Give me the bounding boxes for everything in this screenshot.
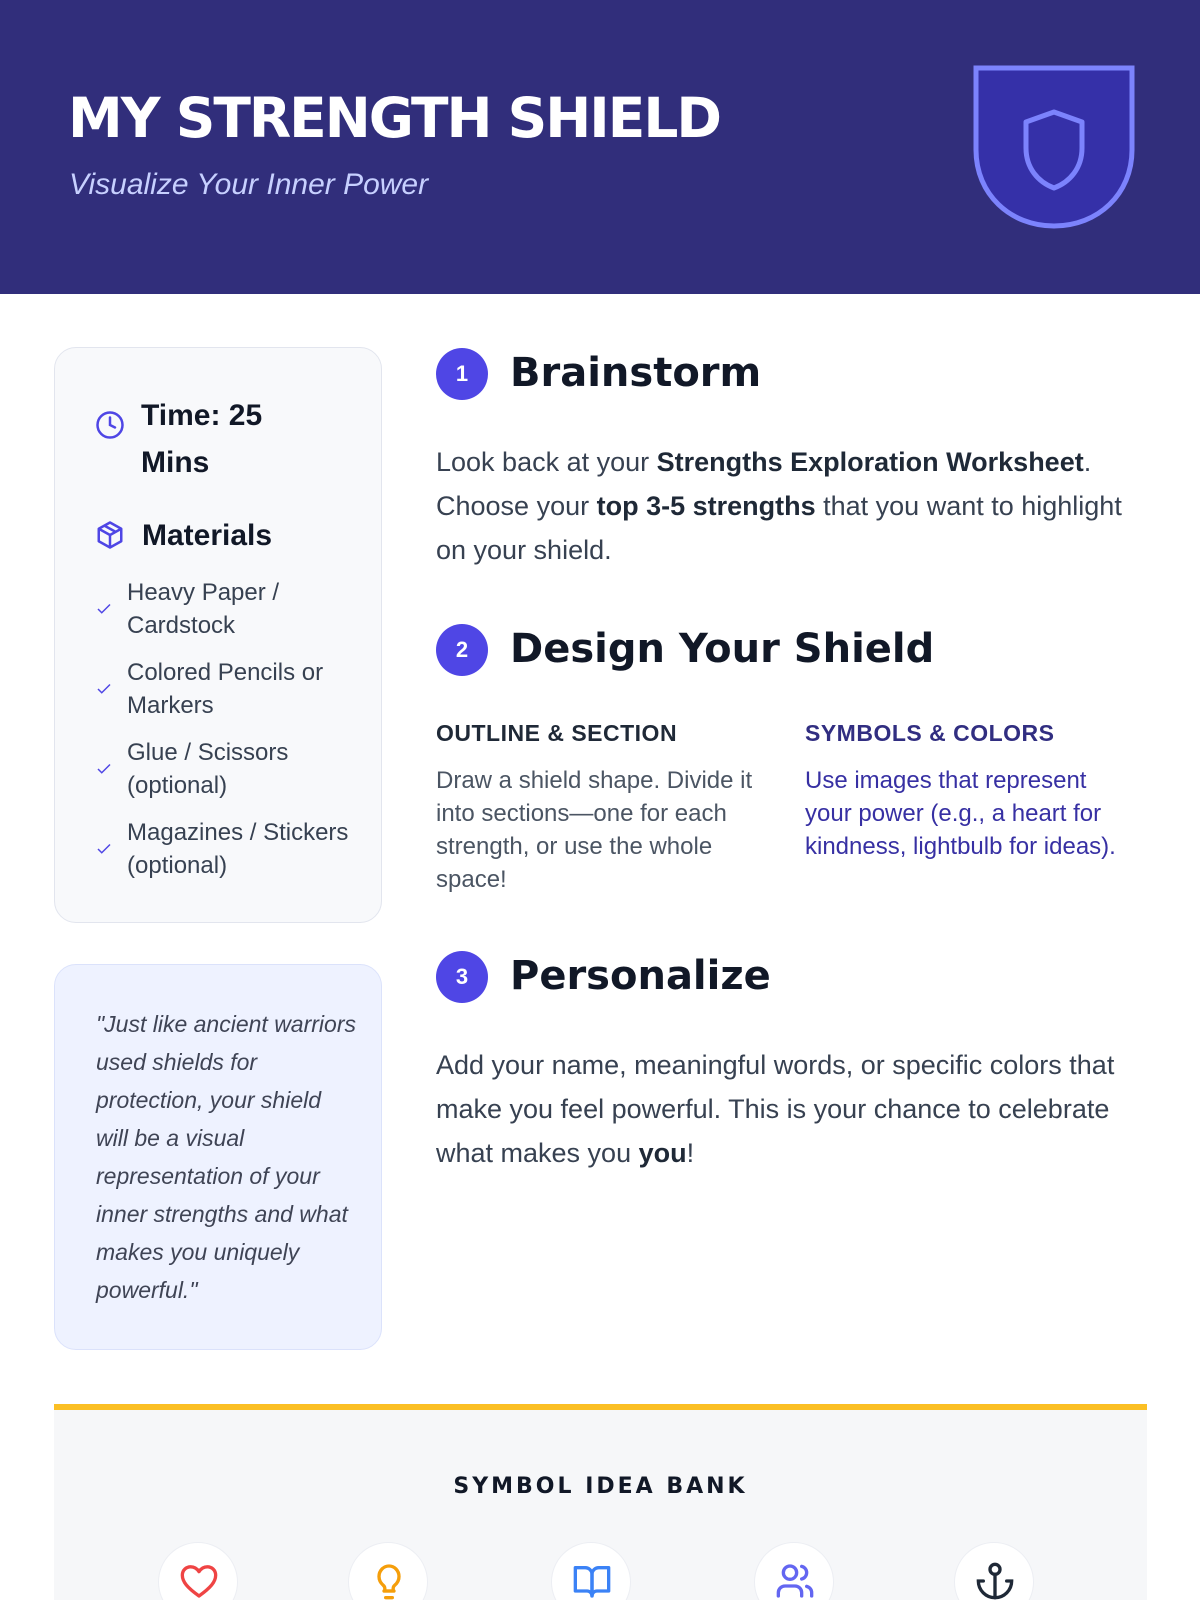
- info-card: [54, 347, 382, 923]
- materials-title: Materials: [142, 519, 273, 552]
- step-title: Design Your Shield: [510, 626, 935, 672]
- symbol-anchor: [954, 1542, 1034, 1600]
- check-icon: [95, 840, 113, 858]
- shield-icon: [972, 64, 1136, 230]
- users-icon: [775, 1561, 815, 1600]
- materials-header: [95, 516, 355, 556]
- step-title: Brainstorm: [510, 350, 762, 396]
- symbol-lightbulb: [348, 1542, 428, 1600]
- symbol-idea-bank: [54, 1404, 1147, 1600]
- column-text: Draw a shield shape. Divide it into sections—one for each strength, or use the whole space!: [436, 767, 753, 893]
- step-description: Add your name, meaningful words, or specific colors that make you feel powerful. This is your chance to celebrate what makes you you!: [436, 1050, 1115, 1168]
- list-item: [95, 736, 365, 816]
- check-icon: [95, 600, 113, 618]
- step-number-badge: 1: [436, 348, 488, 400]
- step-description: Look back at your Strengths Exploration Worksheet. Choose your top 3-5 strengths that you want to highlight on your shield.: [436, 447, 1122, 565]
- list-item: [95, 656, 365, 736]
- quote-card: [54, 964, 382, 1350]
- page-title: MY STRENGTH SHIELD: [68, 86, 721, 150]
- material-label: Heavy Paper / Cardstock: [127, 579, 280, 639]
- page-subtitle: Visualize Your Inner Power: [69, 168, 429, 201]
- symbol-users: [754, 1542, 834, 1600]
- symbol-book: [551, 1542, 631, 1600]
- materials-list: [95, 576, 365, 896]
- check-icon: [95, 760, 113, 778]
- column-heading: SYMBOLS & COLORS: [805, 720, 1055, 746]
- header-banner: [0, 0, 1200, 294]
- column-heading: OUTLINE & SECTION: [436, 720, 678, 746]
- symbols-colors-column: [805, 718, 1135, 863]
- step-number-badge: 2: [436, 624, 488, 676]
- time-label: Time: 25 Mins: [141, 399, 263, 479]
- symbol-heart: [158, 1542, 238, 1600]
- clock-icon: [95, 410, 125, 440]
- list-item: [95, 816, 365, 896]
- material-label: Colored Pencils or Markers: [127, 659, 324, 719]
- list-item: [95, 576, 365, 656]
- heart-icon: [179, 1561, 219, 1600]
- quote-text: "Just like ancient warriors used shields for protection, your shield will be a visual representation of your inner strengths and what makes you uniquely powerful.": [96, 1011, 356, 1303]
- column-text: Use images that represent your power (e.g., a heart for kindness, lightbulb for ideas).: [805, 767, 1116, 860]
- outline-section-column: [436, 718, 766, 896]
- box-icon: [95, 520, 125, 550]
- step-number-badge: 3: [436, 951, 488, 1003]
- check-icon: [95, 680, 113, 698]
- anchor-icon: [975, 1561, 1015, 1600]
- symbol-bank-title: SYMBOL IDEA BANK: [453, 1474, 748, 1499]
- lightbulb-icon: [369, 1561, 409, 1600]
- book-open-icon: [572, 1561, 612, 1600]
- material-label: Magazines / Stickers (optional): [127, 819, 349, 879]
- material-label: Glue / Scissors (optional): [127, 739, 289, 799]
- step-title: Personalize: [510, 953, 771, 999]
